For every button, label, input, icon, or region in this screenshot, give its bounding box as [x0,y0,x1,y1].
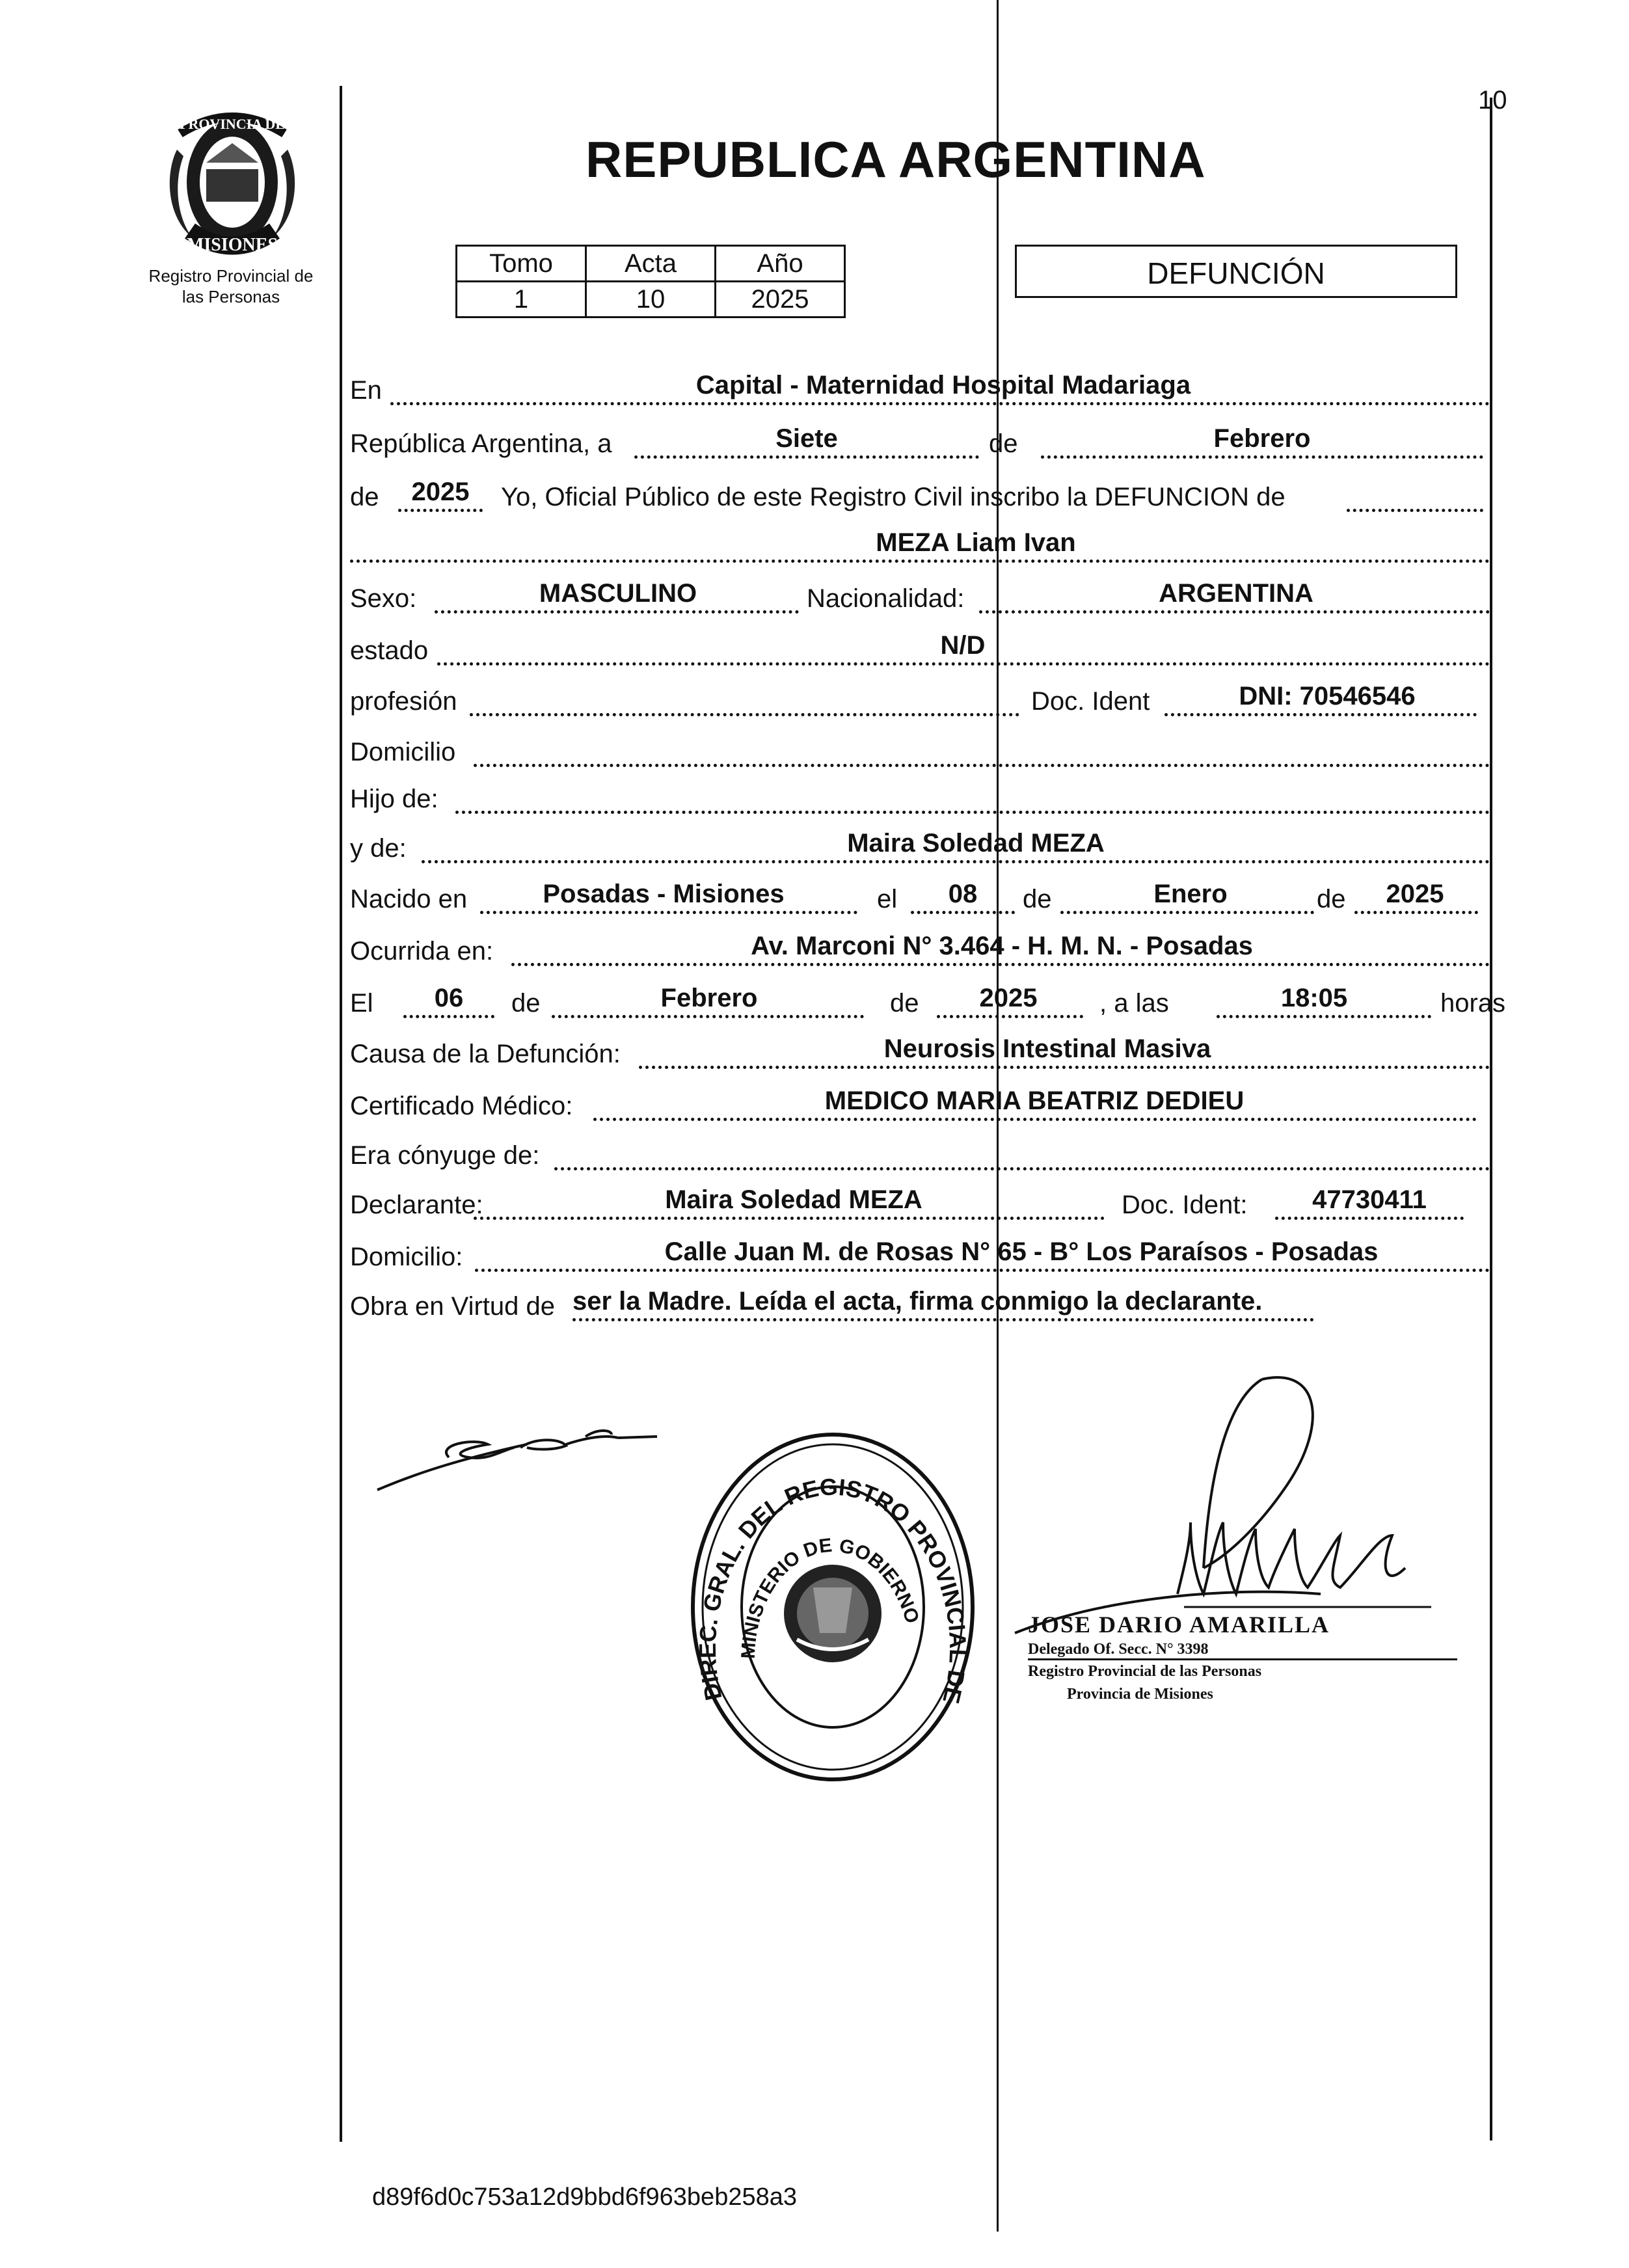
nac-mes-dots [1060,911,1314,914]
def-dia-dots [403,1015,494,1018]
anio-value: 2025 [411,478,470,506]
doc-ident-value: DNI: 70546546 [1239,682,1416,710]
document-hash: d89f6d0c753a12d9bbd6f963beb258a3 [372,2183,797,2211]
table-header-acta: Acta [586,246,716,282]
left-margin-line [340,86,342,2142]
profesion-dots [470,713,1019,716]
decl-doc-dots [1275,1217,1464,1220]
decl-doc-value: 47730411 [1312,1185,1427,1214]
def-mes-value: Febrero [660,984,758,1012]
estado-dots [437,662,1490,666]
logo-caption [104,265,358,307]
conyuge-dots [554,1167,1490,1170]
causa-dots [639,1066,1490,1069]
mes-dots [1041,455,1483,459]
nacido-lugar-dots [480,911,857,914]
hijo-label: Hijo de: [350,785,438,813]
registry-table [455,245,846,318]
nacionalidad-dots [979,610,1490,614]
republica-label: República Argentina, a [350,429,612,458]
def-hora-value: 18:05 [1280,984,1348,1012]
table-value-acta: 10 [586,282,716,317]
decl-domicilio-dots [475,1269,1490,1272]
obra-value: ser la Madre. Leída el acta, firma conmigo la declarante. [572,1287,1263,1316]
anio-dots [398,509,483,512]
stamp-line3: Registro Provincial de las Personas [1028,1663,1262,1680]
svg-text:MISIONES: MISIONES [186,235,278,255]
official-signature-icon [1015,1373,1444,1672]
dia-value: Siete [775,424,838,453]
svg-text:PROVINCIA DE: PROVINCIA DE [180,116,285,132]
right-margin-line [1490,98,1492,2140]
de-label: de [989,429,1018,458]
dia-dots [634,455,979,459]
de2-label: de [350,483,379,511]
page-title: REPUBLICA ARGENTINA [586,131,1206,188]
provincia-misiones-crest-icon [151,98,314,260]
table-header-anio: Año [716,246,845,282]
seal-outer-text: DIREC. GRAL. DEL REGISTRO PROVINCIAL DE LAS PERSONAS [673,1403,972,1707]
table-value-tomo: 1 [457,282,586,317]
obra-dots [572,1318,1314,1321]
causa-value: Neurosis Intestinal Masiva [883,1034,1211,1063]
logo-caption-line1: Registro Provincial de [148,266,314,286]
domicilio-label: Domicilio [350,738,456,766]
stamp-name: JOSE DARIO AMARILLA [1028,1612,1330,1638]
decl-domicilio-value: Calle Juan M. de Rosas N° 65 - B° Los Paraísos - Posadas [664,1237,1379,1266]
ocurrida-value: Av. Marconi N° 3.464 - H. M. N. - Posadas [751,932,1253,960]
nac-anio-value: 2025 [1386,880,1444,908]
ocurrida-dots [511,963,1490,966]
def-anio-value: 2025 [979,984,1038,1012]
doc-ident-dots [1165,713,1477,716]
oficial-dots [1347,509,1483,512]
nombre-dots [350,560,1490,563]
nac-anio-dots [1354,911,1478,914]
nac-de-label: de [1023,885,1052,913]
mes-value: Febrero [1213,424,1311,453]
yde-label: y de: [350,834,407,863]
domicilio-dots [474,764,1490,767]
hijo-dots [455,811,1490,814]
certificado-dots [593,1118,1477,1121]
nac-mes-value: Enero [1153,880,1228,908]
document-type-box: DEFUNCIÓN [1015,245,1457,298]
sexo-label: Sexo: [350,584,417,613]
def-dia-value: 06 [434,984,464,1012]
declarante-value: Maira Soledad MEZA [665,1185,922,1214]
def-mes-dots [552,1015,864,1018]
def-anio-dots [937,1015,1083,1018]
certificado-value: MEDICO MARIA BEATRIZ DEDIEU [824,1087,1245,1115]
causa-label: Causa de la Defunción: [350,1040,621,1068]
nacido-lugar-value: Posadas - Misiones [543,880,785,908]
nombre-value: MEZA Liam Ivan [876,528,1076,557]
declarante-label: Declarante: [350,1191,483,1219]
obra-label: Obra en Virtud de [350,1292,556,1321]
en-value: Capital - Maternidad Hospital Madariaga [695,371,1191,399]
nacionalidad-value: ARGENTINA [1159,579,1313,608]
official-seal-icon [673,1403,982,1789]
seal-inner-text: MINISTERIO DE GOBIERNO [737,1534,923,1660]
declarante-dots [474,1217,1105,1220]
declarant-signature-icon [371,1418,657,1496]
def-el-label: El [350,989,373,1018]
nac-dia-value: 08 [948,880,978,908]
def-de-label: de [511,989,541,1018]
ocurrida-label: Ocurrida en: [350,937,494,965]
nac-dia-dots [911,911,1015,914]
madre-dots [422,860,1490,863]
en-label: En [350,376,382,405]
nac-de2-label: de [1317,885,1346,913]
doc-ident-label: Doc. Ident [1031,687,1150,716]
def-de2-label: de [890,989,919,1018]
conyuge-label: Era cónyuge de: [350,1141,540,1170]
table-value-anio: 2025 [716,282,845,317]
alas-label: , a las [1099,989,1169,1018]
stamp-line2: Delegado Of. Secc. N° 3398 [1028,1641,1457,1660]
estado-value: N/D [940,631,986,660]
nacido-label: Nacido en [350,885,468,913]
estado-label: estado [350,636,429,665]
sexo-dots [435,610,799,614]
table-header-tomo: Tomo [457,246,586,282]
oficial-text: Yo, Oficial Público de este Registro Civil inscribo la DEFUNCION de [501,483,1286,511]
el-label: el [877,885,898,913]
decl-domicilio-label: Domicilio: [350,1243,463,1271]
nacionalidad-label: Nacionalidad: [807,584,965,613]
logo-caption-line2: las Personas [182,287,280,306]
page-number: 10 [1478,86,1507,115]
def-hora-dots [1217,1015,1431,1018]
decl-doc-label: Doc. Ident: [1122,1191,1248,1219]
stamp-line4: Provincia de Misiones [1067,1686,1213,1703]
profesion-label: profesión [350,687,457,716]
sexo-value: MASCULINO [539,579,697,608]
certificado-label: Certificado Médico: [350,1092,573,1120]
horas-label: horas [1440,989,1506,1018]
en-dots [390,402,1490,405]
center-fold-line [997,0,999,2232]
madre-value: Maira Soledad MEZA [847,829,1105,857]
